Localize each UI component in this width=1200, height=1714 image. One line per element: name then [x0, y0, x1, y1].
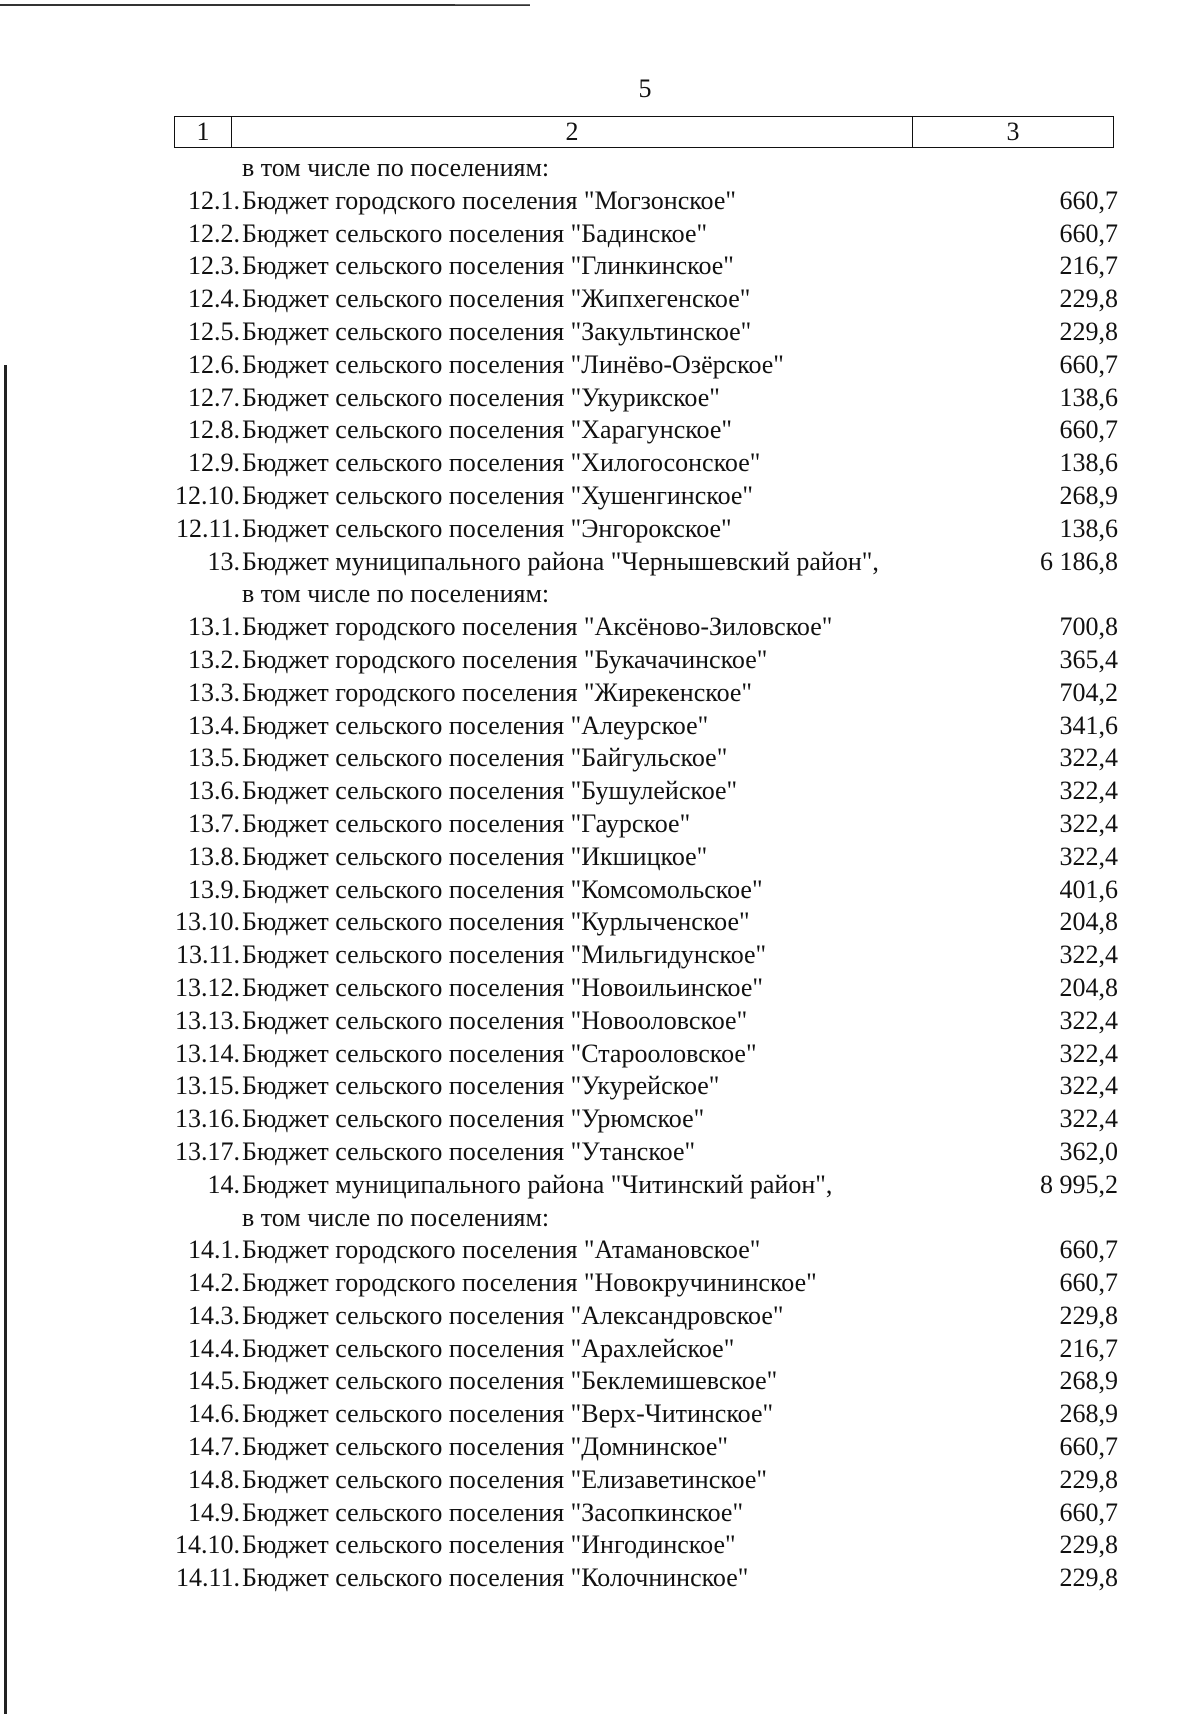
- table-row: [0, 447, 1200, 480]
- row-name: Бюджет муниципального района "Чернышевский район",: [242, 546, 879, 576]
- row-value: 322,4: [1059, 743, 1118, 773]
- row-value: 322,4: [1059, 1071, 1118, 1101]
- table-row: [0, 611, 1200, 644]
- row-name: Бюджет сельского поселения "Икшицкое": [242, 841, 708, 871]
- row-number: 14.9.: [188, 1497, 240, 1527]
- row-number: 12.4.: [188, 284, 240, 314]
- table-row: [0, 1267, 1200, 1300]
- row-number: 14.10.: [175, 1530, 240, 1560]
- row-value: 660,7: [1059, 349, 1118, 379]
- row-name: Бюджет сельского поселения "Жипхегенское": [242, 284, 751, 314]
- row-name: Бюджет сельского поселения "Домнинское": [242, 1432, 729, 1462]
- table-row: [0, 1529, 1200, 1562]
- table-row: [0, 250, 1200, 283]
- row-name: Бюджет сельского поселения "Глинкинское": [242, 251, 734, 281]
- row-value: 6 186,8: [1040, 546, 1118, 576]
- table-row: [0, 414, 1200, 447]
- row-name: Бюджет сельского поселения "Беклемишевское": [242, 1366, 778, 1396]
- table-row: [0, 513, 1200, 546]
- row-value: 322,4: [1059, 808, 1118, 838]
- column-header-table: [174, 116, 1114, 148]
- row-value: 216,7: [1059, 251, 1118, 281]
- row-name: в том числе по поселениям:: [242, 579, 550, 609]
- row-number: 14.11.: [175, 1563, 240, 1593]
- table-row: [0, 1431, 1200, 1464]
- row-name: Бюджет сельского поселения "Закультинское": [242, 316, 752, 346]
- row-name: Бюджет городского поселения "Аксёново-Зиловское": [242, 612, 833, 642]
- row-name: Бюджет сельского поселения "Укурикское": [242, 382, 720, 412]
- row-number: 13.6.: [188, 776, 240, 806]
- row-number: 14.2.: [188, 1268, 240, 1298]
- row-number: 14.: [207, 1169, 240, 1199]
- row-number: 13.2.: [188, 644, 240, 674]
- row-value: 362,0: [1059, 1136, 1118, 1166]
- row-number: 14.3.: [188, 1300, 240, 1330]
- table-row: [0, 1136, 1200, 1169]
- row-name: Бюджет сельского поселения "Харагунское": [242, 415, 733, 445]
- row-value: 268,9: [1059, 1366, 1118, 1396]
- row-value: 204,8: [1059, 907, 1118, 937]
- row-name: Бюджет сельского поселения "Верх-Читинское": [242, 1399, 774, 1429]
- table-row: [0, 1497, 1200, 1530]
- row-name: Бюджет сельского поселения "Утанское": [242, 1136, 696, 1166]
- row-number: 12.9.: [188, 448, 240, 478]
- table-row: [0, 841, 1200, 874]
- row-number: 14.7.: [188, 1432, 240, 1462]
- row-number: 12.5.: [188, 316, 240, 346]
- table-row: [0, 1038, 1200, 1071]
- row-number: 13.1.: [188, 612, 240, 642]
- table-row: [0, 382, 1200, 415]
- row-name: Бюджет сельского поселения "Бушулейское": [242, 776, 738, 806]
- row-number: 13.15.: [175, 1071, 240, 1101]
- row-name: Бюджет сельского поселения "Засопкинское": [242, 1497, 744, 1527]
- row-number: 12.1.: [188, 185, 240, 215]
- row-name: Бюджет муниципального района "Читинский район",: [242, 1169, 833, 1199]
- row-number: 13.16.: [175, 1104, 240, 1134]
- table-row: [0, 1333, 1200, 1366]
- table-row: [0, 808, 1200, 841]
- row-value: 229,8: [1059, 284, 1118, 314]
- table-row: [0, 644, 1200, 677]
- row-number: 12.2.: [188, 218, 240, 248]
- row-name: Бюджет сельского поселения "Алеурское": [242, 710, 709, 740]
- row-value: 138,6: [1059, 448, 1118, 478]
- scan-edge-line: [0, 4, 530, 6]
- row-number: 13.13.: [175, 1005, 240, 1035]
- row-name: Бюджет городского поселения "Жирекенское": [242, 677, 753, 707]
- table-row: [0, 1365, 1200, 1398]
- column-header-1: 1: [175, 117, 232, 148]
- row-value: 138,6: [1059, 513, 1118, 543]
- row-value: 660,7: [1059, 1497, 1118, 1527]
- row-value: 660,7: [1059, 1268, 1118, 1298]
- row-number: 13.4.: [188, 710, 240, 740]
- row-value: 268,9: [1059, 480, 1118, 510]
- row-number: 13.: [207, 546, 240, 576]
- row-number: 13.11.: [175, 940, 240, 970]
- row-name: Бюджет сельского поселения "Байгульское": [242, 743, 728, 773]
- row-value: 341,6: [1059, 710, 1118, 740]
- row-number: 13.10.: [175, 907, 240, 937]
- table-row: [0, 185, 1200, 218]
- row-name: Бюджет сельского поселения "Хилогосонское": [242, 448, 761, 478]
- row-name: Бюджет городского поселения "Атамановское": [242, 1235, 761, 1265]
- row-value: 229,8: [1059, 1464, 1118, 1494]
- table-row: [0, 1005, 1200, 1038]
- row-value: 660,7: [1059, 218, 1118, 248]
- row-name: Бюджет сельского поселения "Гаурское": [242, 808, 691, 838]
- row-name: Бюджет городского поселения "Букачачинское": [242, 644, 768, 674]
- table-row: [0, 939, 1200, 972]
- row-name: Бюджет сельского поселения "Бадинское": [242, 218, 708, 248]
- row-number: 12.10.: [175, 480, 240, 510]
- row-value: 229,8: [1059, 1530, 1118, 1560]
- row-name: Бюджет сельского поселения "Елизаветинское": [242, 1464, 768, 1494]
- row-value: 322,4: [1059, 1038, 1118, 1068]
- table-row: [0, 1300, 1200, 1333]
- row-number: 14.1.: [188, 1235, 240, 1265]
- table-row: [0, 1234, 1200, 1267]
- row-name: Бюджет сельского поселения "Укурейское": [242, 1071, 720, 1101]
- row-number: 12.11.: [175, 513, 240, 543]
- table-row: [0, 677, 1200, 710]
- row-number: 13.14.: [175, 1038, 240, 1068]
- scan-edge-line: [455, 4, 530, 5]
- row-value: 268,9: [1059, 1399, 1118, 1429]
- row-name: Бюджет сельского поселения "Комсомольское": [242, 874, 763, 904]
- row-name: Бюджет городского поселения "Могзонское": [242, 185, 737, 215]
- table-row: [0, 480, 1200, 513]
- row-name: Бюджет сельского поселения "Урюмское": [242, 1104, 705, 1134]
- row-value: 365,4: [1059, 644, 1118, 674]
- row-number: 13.9.: [188, 874, 240, 904]
- table-row: [0, 742, 1200, 775]
- table-row: [0, 1202, 1200, 1235]
- table-row: [0, 1169, 1200, 1202]
- row-value: 660,7: [1059, 185, 1118, 215]
- table-row: [0, 546, 1200, 579]
- row-number: 12.7.: [188, 382, 240, 412]
- column-header-3: 3: [913, 117, 1114, 148]
- row-name: Бюджет сельского поселения "Мильгидунское": [242, 940, 767, 970]
- row-name: в том числе по поселениям:: [242, 1202, 550, 1232]
- row-value: 700,8: [1059, 612, 1118, 642]
- row-value: 229,8: [1059, 316, 1118, 346]
- row-value: 322,4: [1059, 940, 1118, 970]
- column-header-2: 2: [232, 117, 913, 148]
- row-value: 8 995,2: [1040, 1169, 1118, 1199]
- row-value: 229,8: [1059, 1563, 1118, 1593]
- table-row: [0, 1398, 1200, 1431]
- table-row: [0, 578, 1200, 611]
- table-row: [0, 316, 1200, 349]
- row-number: 12.8.: [188, 415, 240, 445]
- row-number: 13.7.: [188, 808, 240, 838]
- row-value: 401,6: [1059, 874, 1118, 904]
- row-number: 14.6.: [188, 1399, 240, 1429]
- row-value: 322,4: [1059, 1104, 1118, 1134]
- row-value: 229,8: [1059, 1300, 1118, 1330]
- row-value: 660,7: [1059, 1235, 1118, 1265]
- column-header-row: [175, 117, 1114, 148]
- table-row: [0, 972, 1200, 1005]
- table-row: [0, 1464, 1200, 1497]
- table-row: [0, 775, 1200, 808]
- table-row: [0, 283, 1200, 316]
- row-number: 13.12.: [175, 972, 240, 1002]
- row-number: 13.3.: [188, 677, 240, 707]
- table-row: [0, 152, 1200, 185]
- row-value: 322,4: [1059, 841, 1118, 871]
- row-name: Бюджет сельского поселения "Старооловское": [242, 1038, 757, 1068]
- row-value: 216,7: [1059, 1333, 1118, 1363]
- table-row: [0, 349, 1200, 382]
- budget-rows: [0, 152, 1200, 1595]
- table-row: [0, 874, 1200, 907]
- row-number: 12.3.: [188, 251, 240, 281]
- table-row: [0, 1562, 1200, 1595]
- table-row: [0, 1070, 1200, 1103]
- table-row: [0, 906, 1200, 939]
- row-name: Бюджет сельского поселения "Линёво-Озёрское": [242, 349, 784, 379]
- row-value: 660,7: [1059, 1432, 1118, 1462]
- row-name: Бюджет сельского поселения "Арахлейское": [242, 1333, 735, 1363]
- row-name: Бюджет сельского поселения "Энгорокское": [242, 513, 732, 543]
- row-value: 204,8: [1059, 972, 1118, 1002]
- row-name: Бюджет сельского поселения "Курлыченское": [242, 907, 750, 937]
- table-row: [0, 218, 1200, 251]
- row-name: Бюджет сельского поселения "Ингодинское": [242, 1530, 736, 1560]
- row-value: 704,2: [1059, 677, 1118, 707]
- row-name: Бюджет сельского поселения "Колочнинское": [242, 1563, 749, 1593]
- row-number: 14.4.: [188, 1333, 240, 1363]
- row-number: 14.5.: [188, 1366, 240, 1396]
- row-value: 138,6: [1059, 382, 1118, 412]
- row-number: 13.5.: [188, 743, 240, 773]
- row-name: Бюджет сельского поселения "Новооловское": [242, 1005, 748, 1035]
- row-value: 322,4: [1059, 1005, 1118, 1035]
- row-number: 12.6.: [188, 349, 240, 379]
- row-number: 14.8.: [188, 1464, 240, 1494]
- row-name: в том числе по поселениям:: [242, 153, 550, 182]
- table-row: [0, 710, 1200, 743]
- row-name: Бюджет сельского поселения "Александровское": [242, 1300, 784, 1330]
- row-number: 13.8.: [188, 841, 240, 871]
- page-number: 5: [638, 74, 652, 103]
- row-name: Бюджет городского поселения "Новокручининское": [242, 1268, 817, 1298]
- row-name: Бюджет сельского поселения "Новоильинское": [242, 972, 764, 1002]
- row-value: 660,7: [1059, 415, 1118, 445]
- row-value: 322,4: [1059, 776, 1118, 806]
- row-number: 13.17.: [175, 1136, 240, 1166]
- table-row: [0, 1103, 1200, 1136]
- row-name: Бюджет сельского поселения "Хушенгинское": [242, 480, 754, 510]
